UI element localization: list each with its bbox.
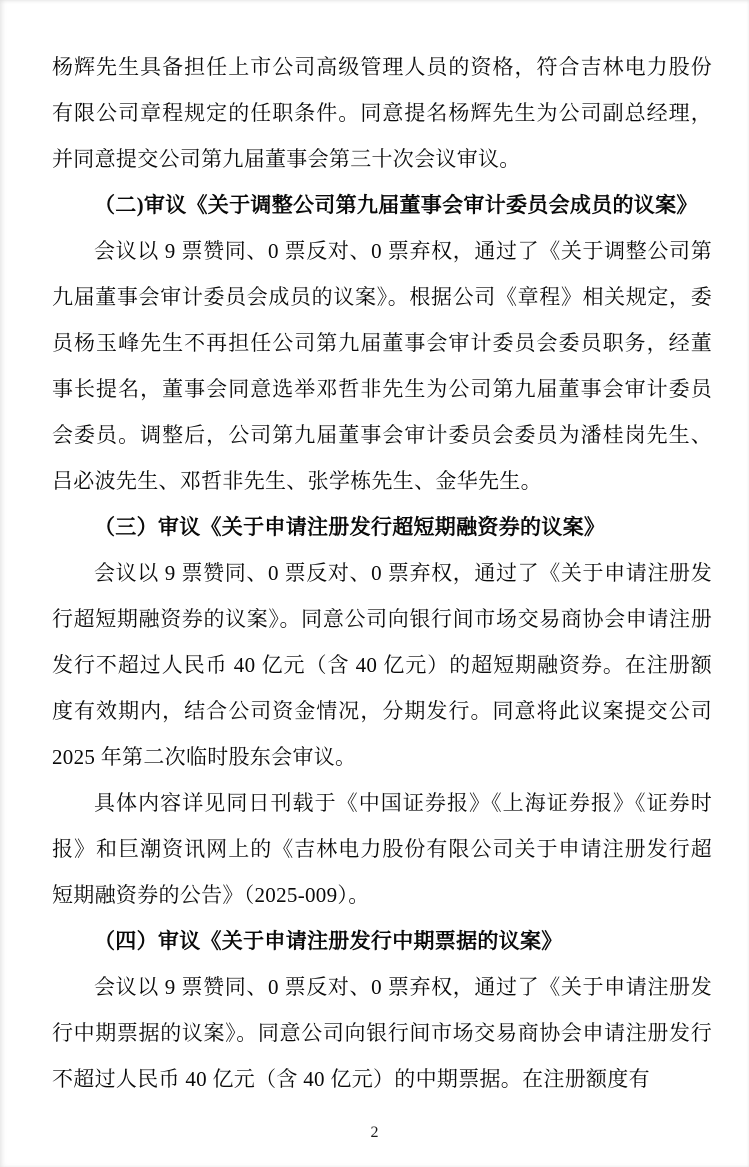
section-heading: （四）审议《关于申请注册发行中期票据的议案》	[94, 929, 563, 953]
paragraph: 具体内容详见同日刊载于《中国证券报》《上海证券报》《证券时报》和巨潮资讯网上的《吉林电力股份有限公司关于申请注册发行超短期融资券的公告》（2025-009）。	[52, 791, 712, 907]
paragraph: 会议以 9 票赞同、0 票反对、0 票弃权，通过了《关于调整公司第九届董事会审计委员会成员的议案》。根据公司《章程》相关规定，委员杨玉峰先生不再担任公司第九届董事会审计委员会委员职务，经董事长提名，董事会同意选举邓哲非先生为公司第九届董事会审计委员会委员。调整后，公司第九届董事会审计委员会委员为潘桂岗先生、吕必波先生、邓哲非先生、张学栋先生、金华先生。	[52, 239, 712, 493]
section-heading: （二)审议《关于调整公司第九届董事会审计委员会成员的议案》	[94, 193, 698, 217]
document-body	[52, 44, 712, 1102]
paragraph: 会议以 9 票赞同、0 票反对、0 票弃权，通过了《关于申请注册发行超短期融资券的议案》。同意公司向银行间市场交易商协会申请注册发行不超过人民币 40 亿元（含 40 亿元）的超短期融资券。在注册额度有效期内，结合公司资金情况，分期发行。同意将此议案提交公司 2025 年第二次临时股东会审议。	[52, 561, 712, 769]
paragraph: 杨辉先生具备担任上市公司高级管理人员的资格，符合吉林电力股份有限公司章程规定的任职条件。同意提名杨辉先生为公司副总经理，并同意提交公司第九届董事会第三十次会议审议。	[52, 55, 712, 171]
section-heading: （三）审议《关于申请注册发行超短期融资券的议案》	[94, 515, 606, 539]
page-number: 2	[370, 1124, 379, 1141]
paragraph: 会议以 9 票赞同、0 票反对、0 票弃权，通过了《关于申请注册发行中期票据的议案》。同意公司向银行间市场交易商协会申请注册发行不超过人民币 40 亿元（含 40 亿元）的中期票据。在注册额度有	[52, 975, 712, 1091]
